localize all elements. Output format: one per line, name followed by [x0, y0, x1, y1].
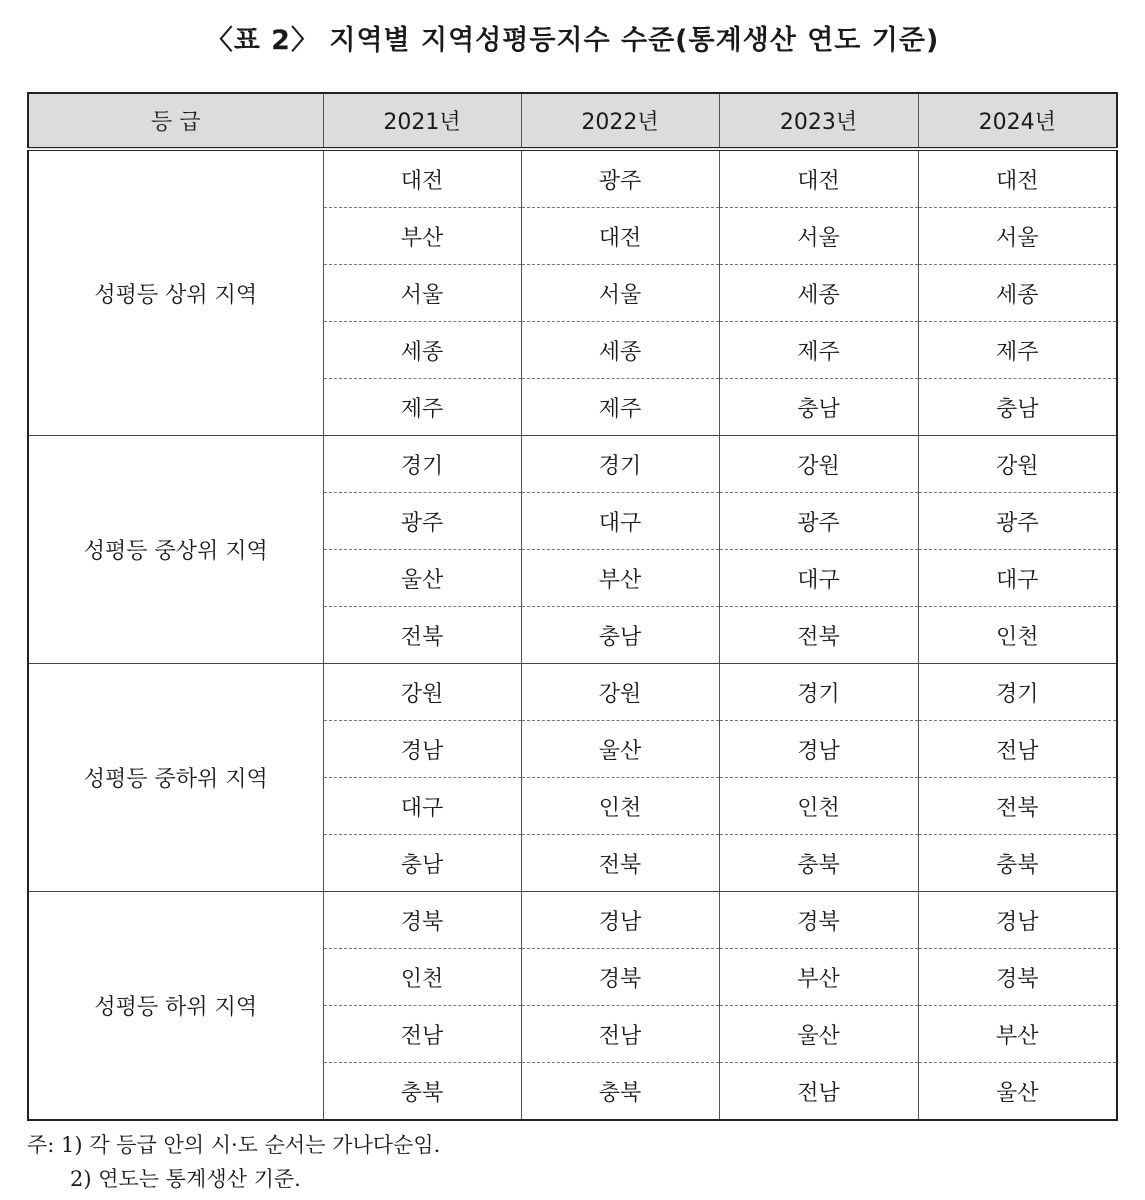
region-cell: 서울 [521, 265, 719, 322]
region-cell: 울산 [719, 1006, 918, 1063]
region-cell: 경북 [323, 892, 521, 949]
region-ranking-table [27, 92, 1118, 1121]
region-cell: 대구 [918, 550, 1117, 607]
region-cell: 충남 [918, 379, 1117, 436]
region-cell: 경기 [719, 664, 918, 721]
region-cell: 세종 [719, 265, 918, 322]
footnote-1: 주: 1) 각 등급 안의 시·도 순서는 가나다순임. [27, 1133, 441, 1157]
region-cell: 부산 [719, 949, 918, 1006]
table-body [28, 149, 1117, 1120]
table-row [28, 149, 1117, 208]
region-cell: 광주 [521, 149, 719, 208]
region-cell: 전남 [323, 1006, 521, 1063]
region-cell: 경남 [521, 892, 719, 949]
region-cell: 인천 [521, 778, 719, 835]
region-cell: 충북 [719, 835, 918, 892]
region-cell: 전북 [323, 607, 521, 664]
footnote-2: 2) 연도는 통계생산 기준. [70, 1167, 301, 1191]
header-2022: 2022년 [521, 93, 719, 149]
region-cell: 경남 [918, 892, 1117, 949]
region-cell: 강원 [323, 664, 521, 721]
region-cell: 전남 [918, 721, 1117, 778]
region-cell: 제주 [323, 379, 521, 436]
region-cell: 서울 [918, 208, 1117, 265]
grade-label: 성평등 중상위 지역 [28, 436, 323, 664]
region-cell: 전남 [719, 1063, 918, 1121]
region-cell: 강원 [719, 436, 918, 493]
region-cell: 경남 [719, 721, 918, 778]
region-cell: 강원 [918, 436, 1117, 493]
table-row [28, 664, 1117, 721]
region-cell: 대전 [719, 149, 918, 208]
region-cell: 충남 [521, 607, 719, 664]
region-cell: 세종 [918, 265, 1117, 322]
region-cell: 광주 [323, 493, 521, 550]
region-cell: 광주 [918, 493, 1117, 550]
region-cell: 전북 [918, 778, 1117, 835]
region-cell: 전북 [521, 835, 719, 892]
region-cell: 충남 [719, 379, 918, 436]
region-cell: 울산 [521, 721, 719, 778]
region-cell: 경남 [323, 721, 521, 778]
region-cell: 경북 [719, 892, 918, 949]
region-cell: 인천 [323, 949, 521, 1006]
region-cell: 울산 [323, 550, 521, 607]
region-cell: 대구 [521, 493, 719, 550]
grade-label: 성평등 중하위 지역 [28, 664, 323, 892]
region-cell: 제주 [719, 322, 918, 379]
region-cell: 제주 [918, 322, 1117, 379]
region-cell: 울산 [995, 1080, 1039, 1106]
grade-label: 성평등 하위 지역 [28, 892, 323, 1121]
header-grade: 등 급 [28, 93, 323, 149]
region-cell: 세종 [521, 322, 719, 379]
grade-label: 성평등 상위 지역 [28, 149, 323, 436]
region-cell: 인천 [719, 778, 918, 835]
region-cell: 대전 [918, 149, 1117, 208]
region-cell: 강원 [521, 664, 719, 721]
region-cell: 대구 [719, 550, 918, 607]
header-2021: 2021년 [323, 93, 521, 149]
table-title: 〈표 2〉 지역별 지역성평등지수 수준(통계생산 연도 기준) [205, 25, 940, 56]
region-cell: 부산 [323, 208, 521, 265]
table-header-row [28, 93, 1117, 149]
region-cell: 인천 [918, 607, 1117, 664]
region-cell: 경기 [918, 664, 1117, 721]
region-cell: 경기 [323, 436, 521, 493]
region-cell: 경기 [521, 436, 719, 493]
header-2024: 2024년 [918, 93, 1117, 149]
region-cell: 대전 [521, 208, 719, 265]
region-cell: 충북 [323, 1063, 521, 1121]
table-row [28, 436, 1117, 493]
region-cell: 충북 [918, 835, 1117, 892]
region-cell: 전남 [521, 1006, 719, 1063]
region-cell: 부산 [918, 1006, 1117, 1063]
region-cell: 충남 [323, 835, 521, 892]
region-cell: 충북 [521, 1063, 719, 1121]
region-cell: 부산 [521, 550, 719, 607]
region-cell: 경북 [521, 949, 719, 1006]
region-cell: 광주 [719, 493, 918, 550]
region-cell: 서울 [719, 208, 918, 265]
region-cell: 경북 [918, 949, 1117, 1006]
table-row [28, 892, 1117, 949]
region-cell: 대구 [323, 778, 521, 835]
region-cell: 대전 [323, 149, 521, 208]
header-2023: 2023년 [719, 93, 918, 149]
region-cell: 세종 [323, 322, 521, 379]
region-cell: 서울 [323, 265, 521, 322]
region-cell: 전북 [719, 607, 918, 664]
footnotes [27, 1128, 440, 1196]
region-cell: 제주 [521, 379, 719, 436]
